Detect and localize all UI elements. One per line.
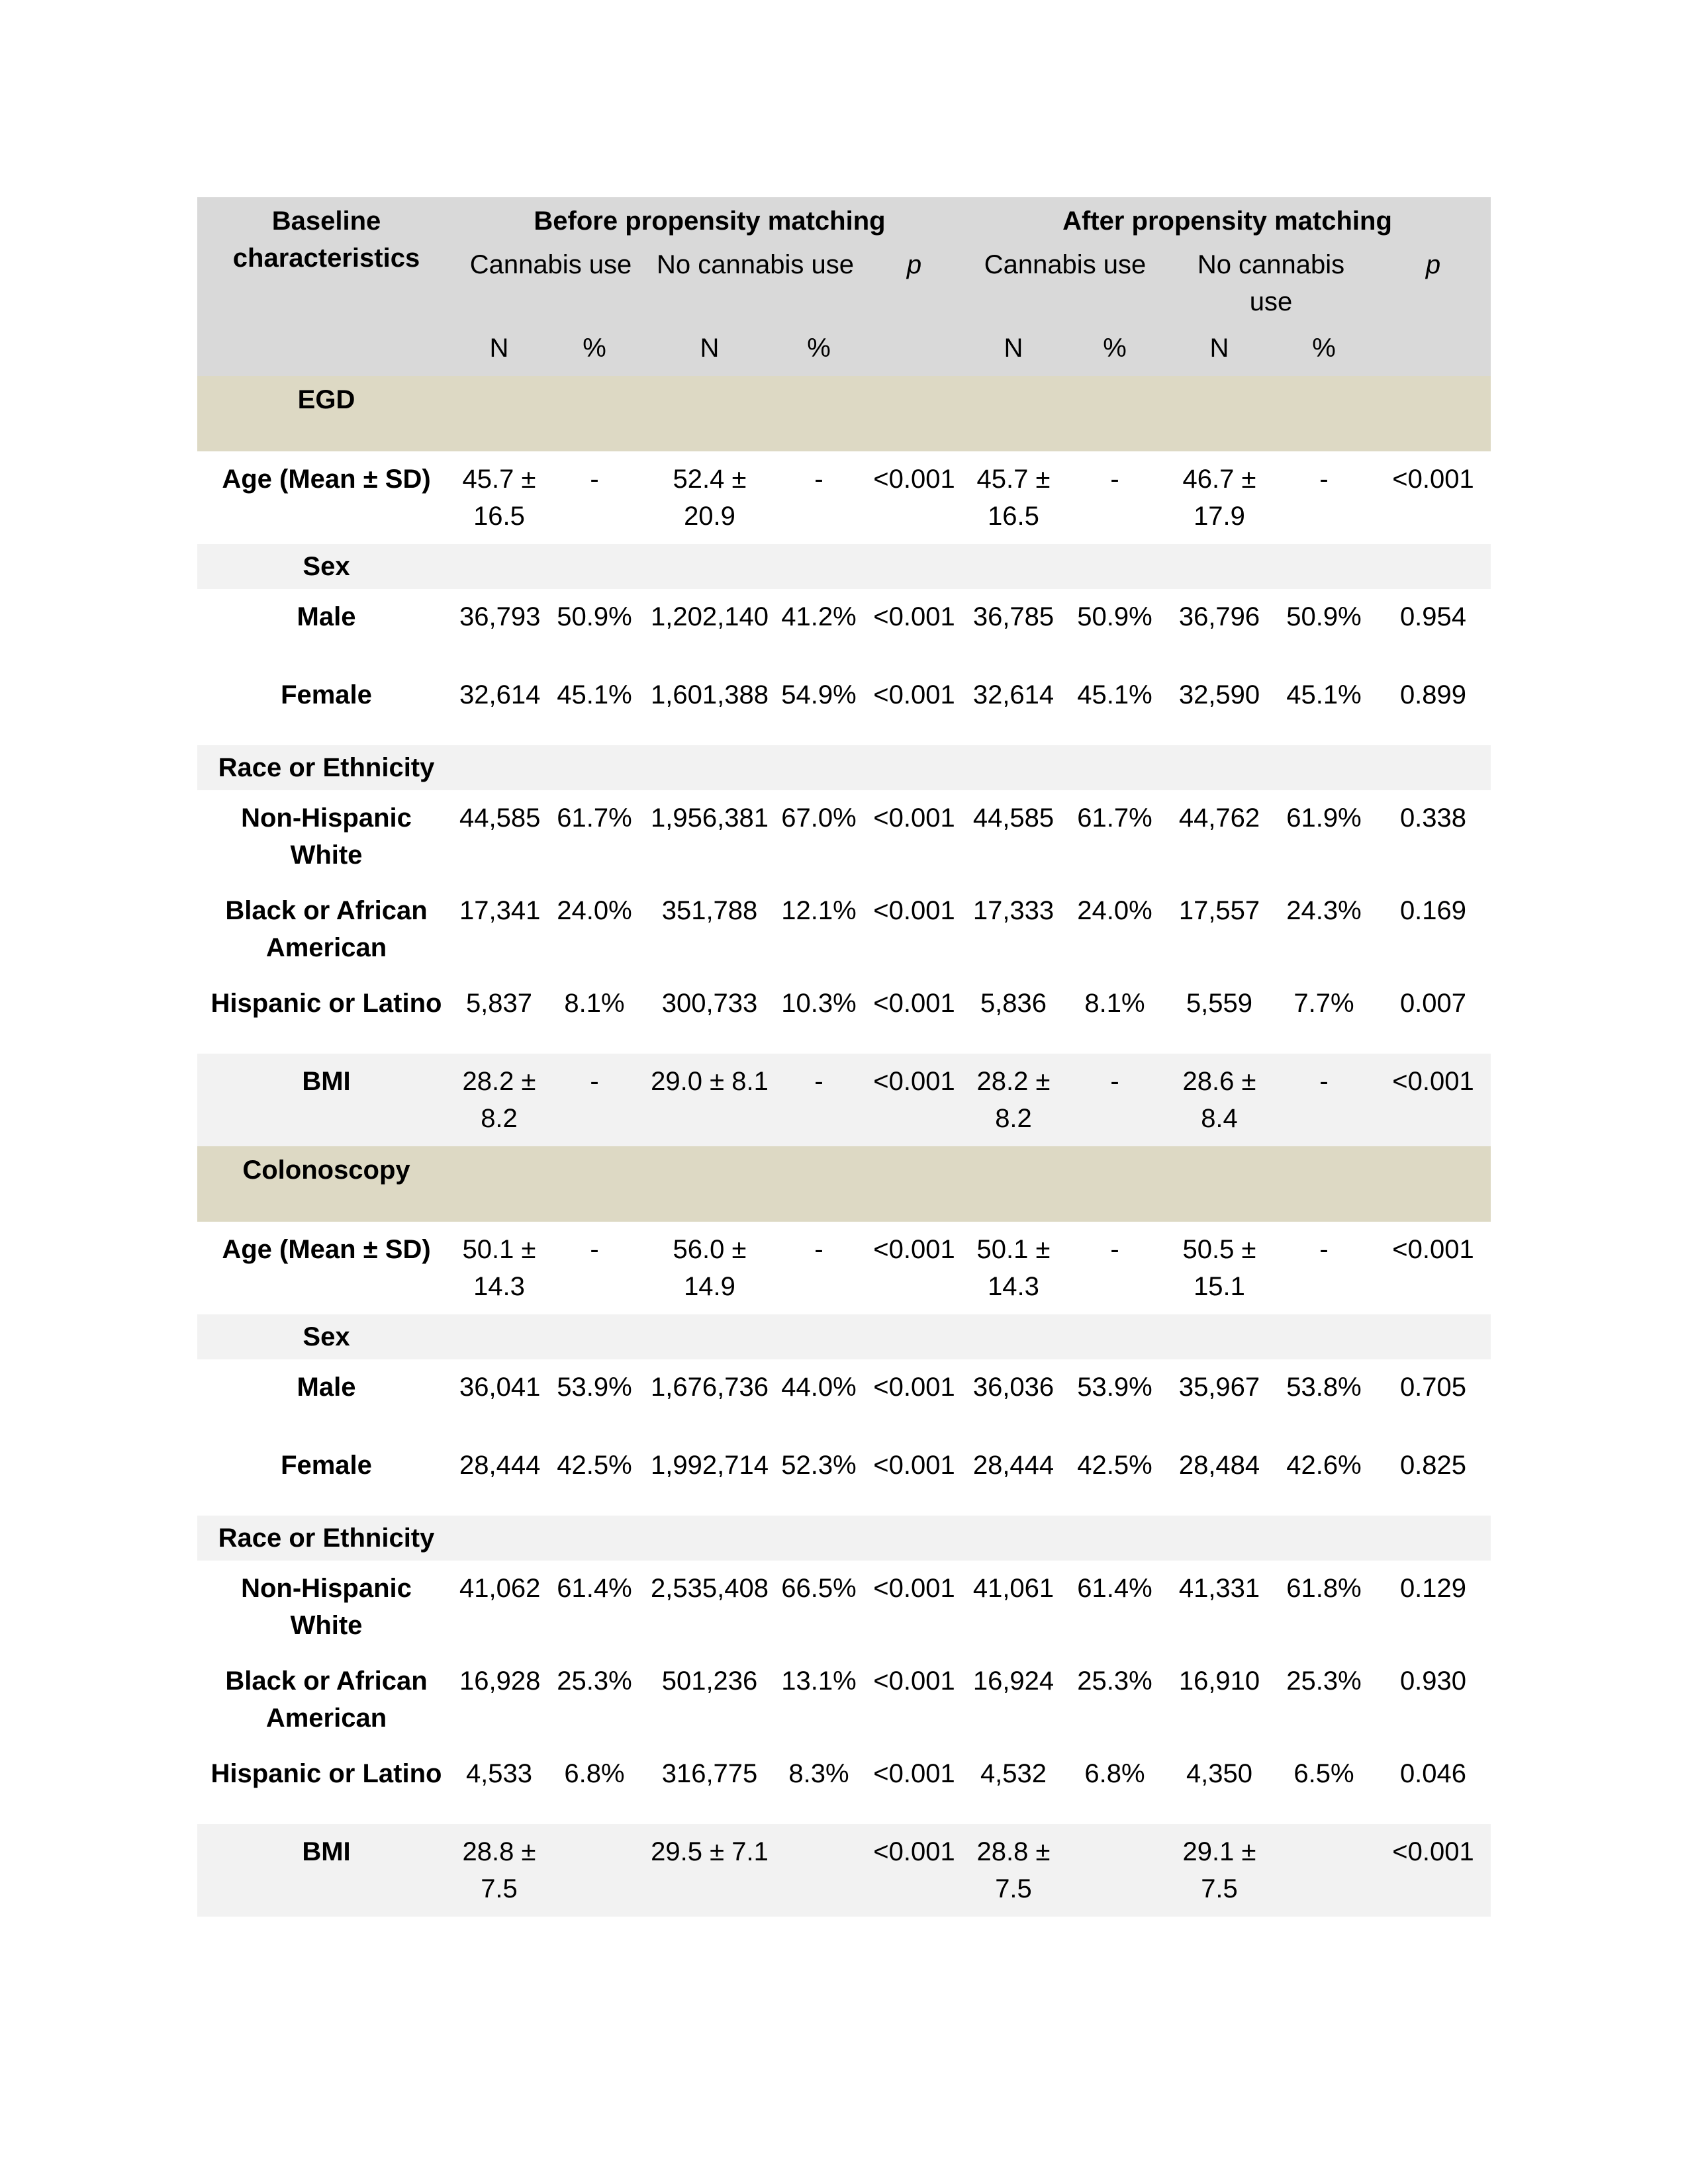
male-row: [197, 589, 1491, 667]
value-cell: 50.1 ± 14.3: [964, 1222, 1063, 1314]
value-cell: 16,910: [1166, 1653, 1272, 1746]
row-filler: [455, 745, 1491, 790]
value-cell: 36,036: [964, 1359, 1063, 1437]
value-cell: 0.129: [1376, 1561, 1491, 1653]
value-cell: 45.1%: [543, 667, 646, 745]
value-cell: 25.3%: [1063, 1653, 1166, 1746]
value-cell: 67.0%: [773, 790, 865, 883]
row-label: Sex: [197, 544, 455, 589]
non-hispanic-white-row: [197, 1561, 1491, 1653]
value-cell: 5,559: [1166, 976, 1272, 1054]
value-cell: 41,062: [455, 1561, 543, 1653]
value-cell: 6.8%: [543, 1746, 646, 1824]
value-cell: -: [773, 1222, 865, 1314]
value-cell: 29.0 ± 8.1: [646, 1054, 773, 1146]
value-cell: 46.7 ± 17.9: [1166, 451, 1272, 544]
value-cell: 1,601,388: [646, 667, 773, 745]
value-cell: 351,788: [646, 883, 773, 976]
value-cell: 17,341: [455, 883, 543, 976]
n-header: N: [1166, 326, 1272, 376]
value-cell: <0.001: [865, 883, 964, 976]
sex-subheader-row: [197, 544, 1491, 589]
hispanic-latino-row: [197, 1746, 1491, 1824]
value-cell: 41,061: [964, 1561, 1063, 1653]
value-cell: 300,733: [646, 976, 773, 1054]
value-cell: 12.1%: [773, 883, 865, 976]
row-label: Hispanic or Latino: [197, 976, 455, 1054]
value-cell: 29.5 ± 7.1: [646, 1824, 773, 1917]
row-label: Hispanic or Latino: [197, 1746, 455, 1824]
value-cell: 4,533: [455, 1746, 543, 1824]
value-cell: -: [1272, 1054, 1376, 1146]
value-cell: 2,535,408: [646, 1561, 773, 1653]
bmi-row: [197, 1824, 1491, 1917]
row-label: Black or African American: [197, 1653, 455, 1746]
row-label: Non-Hispanic White: [197, 790, 455, 883]
p-blank-header: [865, 326, 964, 376]
baseline-characteristics-table: [197, 197, 1491, 1917]
n-header: N: [455, 326, 543, 376]
before-cannabis-use-header: Cannabis use: [455, 240, 646, 326]
value-cell: 28,484: [1166, 1437, 1272, 1516]
value-cell: 0.930: [1376, 1653, 1491, 1746]
value-cell: 10.3%: [773, 976, 865, 1054]
value-cell: <0.001: [865, 1359, 964, 1437]
value-cell: <0.001: [865, 976, 964, 1054]
age-row: [197, 1222, 1491, 1314]
sex-subheader-row: [197, 1314, 1491, 1359]
value-cell: 0.007: [1376, 976, 1491, 1054]
black-african-american-row: [197, 883, 1491, 976]
value-cell: 24.0%: [543, 883, 646, 976]
after-p-header: p: [1376, 240, 1491, 326]
row-label: BMI: [197, 1054, 455, 1146]
female-row: [197, 1437, 1491, 1516]
pct-header: %: [543, 326, 646, 376]
before-matching-header: Before propensity matching: [455, 197, 964, 240]
value-cell: 8.3%: [773, 1746, 865, 1824]
value-cell: 32,590: [1166, 667, 1272, 745]
row-label: Race or Ethnicity: [197, 745, 455, 790]
value-cell: 24.3%: [1272, 883, 1376, 976]
value-cell: 45.7 ± 16.5: [455, 451, 543, 544]
value-cell: 52.4 ± 20.9: [646, 451, 773, 544]
female-row: [197, 667, 1491, 745]
row-label: Race or Ethnicity: [197, 1516, 455, 1561]
value-cell: 45.1%: [1063, 667, 1166, 745]
value-cell: 1,992,714: [646, 1437, 773, 1516]
row-label: Age (Mean ± SD): [197, 1222, 455, 1314]
row-filler: [455, 544, 1491, 589]
value-cell: 8.1%: [543, 976, 646, 1054]
value-cell: 54.9%: [773, 667, 865, 745]
race-subheader-row: [197, 745, 1491, 790]
value-cell: <0.001: [865, 451, 964, 544]
value-cell: 1,676,736: [646, 1359, 773, 1437]
value-cell: 41,331: [1166, 1561, 1272, 1653]
row-label: Male: [197, 1359, 455, 1437]
value-cell: -: [543, 1222, 646, 1314]
after-cannabis-use-header: Cannabis use: [964, 240, 1166, 326]
row-label: Female: [197, 667, 455, 745]
value-cell: 29.1 ± 7.5: [1166, 1824, 1272, 1917]
before-p-header: p: [865, 240, 964, 326]
value-cell: 1,202,140: [646, 589, 773, 667]
value-cell: 5,836: [964, 976, 1063, 1054]
row-label: Black or African American: [197, 883, 455, 976]
value-cell: 28.6 ± 8.4: [1166, 1054, 1272, 1146]
value-cell: 42.5%: [1063, 1437, 1166, 1516]
pct-header: %: [1272, 326, 1376, 376]
row-label: Non-Hispanic White: [197, 1561, 455, 1653]
value-cell: 5,837: [455, 976, 543, 1054]
value-cell: 44.0%: [773, 1359, 865, 1437]
value-cell: <0.001: [865, 790, 964, 883]
value-cell: 28.8 ± 7.5: [455, 1824, 543, 1917]
pct-header: %: [1063, 326, 1166, 376]
value-cell: 50.9%: [543, 589, 646, 667]
value-cell: -: [1063, 1054, 1166, 1146]
value-cell: [1272, 1824, 1376, 1917]
value-cell: <0.001: [865, 1561, 964, 1653]
value-cell: 28,444: [455, 1437, 543, 1516]
bmi-row: [197, 1054, 1491, 1146]
p-blank-header: [1376, 326, 1491, 376]
n-header: N: [646, 326, 773, 376]
baseline-characteristics-header: Baseline characteristics: [197, 197, 455, 376]
non-hispanic-white-row: [197, 790, 1491, 883]
value-cell: 0.705: [1376, 1359, 1491, 1437]
value-cell: 56.0 ± 14.9: [646, 1222, 773, 1314]
value-cell: 53.9%: [1063, 1359, 1166, 1437]
value-cell: <0.001: [865, 667, 964, 745]
row-filler: [455, 1314, 1491, 1359]
value-cell: 35,967: [1166, 1359, 1272, 1437]
value-cell: <0.001: [1376, 1054, 1491, 1146]
value-cell: 61.8%: [1272, 1561, 1376, 1653]
value-cell: -: [543, 451, 646, 544]
value-cell: 0.899: [1376, 667, 1491, 745]
value-cell: 53.9%: [543, 1359, 646, 1437]
value-cell: 50.5 ± 15.1: [1166, 1222, 1272, 1314]
value-cell: [543, 1824, 646, 1917]
race-subheader-row: [197, 1516, 1491, 1561]
row-filler: [455, 1516, 1491, 1561]
male-row: [197, 1359, 1491, 1437]
value-cell: <0.001: [865, 1222, 964, 1314]
section-title: EGD: [197, 376, 455, 451]
hispanic-latino-row: [197, 976, 1491, 1054]
section-filler: [455, 1146, 1491, 1222]
value-cell: 0.338: [1376, 790, 1491, 883]
value-cell: <0.001: [865, 1054, 964, 1146]
before-no-cannabis-use-header: No cannabis use: [646, 240, 865, 326]
section-title: Colonoscopy: [197, 1146, 455, 1222]
value-cell: -: [1272, 1222, 1376, 1314]
row-label: Female: [197, 1437, 455, 1516]
value-cell: <0.001: [1376, 451, 1491, 544]
value-cell: 8.1%: [1063, 976, 1166, 1054]
value-cell: 24.0%: [1063, 883, 1166, 976]
value-cell: 4,350: [1166, 1746, 1272, 1824]
value-cell: 61.4%: [543, 1561, 646, 1653]
value-cell: 42.5%: [543, 1437, 646, 1516]
value-cell: 44,585: [455, 790, 543, 883]
value-cell: <0.001: [865, 1653, 964, 1746]
value-cell: 0.046: [1376, 1746, 1491, 1824]
value-cell: <0.001: [1376, 1222, 1491, 1314]
section-filler: [455, 376, 1491, 451]
value-cell: 36,041: [455, 1359, 543, 1437]
value-cell: <0.001: [865, 1437, 964, 1516]
after-no-cannabis-use-header: No cannabis use: [1166, 240, 1376, 326]
after-matching-header: After propensity matching: [964, 197, 1491, 240]
value-cell: 42.6%: [1272, 1437, 1376, 1516]
value-cell: 16,924: [964, 1653, 1063, 1746]
value-cell: 0.954: [1376, 589, 1491, 667]
value-cell: <0.001: [865, 589, 964, 667]
value-cell: 32,614: [964, 667, 1063, 745]
value-cell: 7.7%: [1272, 976, 1376, 1054]
row-label: Age (Mean ± SD): [197, 451, 455, 544]
value-cell: <0.001: [865, 1746, 964, 1824]
value-cell: 316,775: [646, 1746, 773, 1824]
value-cell: 17,557: [1166, 883, 1272, 976]
value-cell: 36,785: [964, 589, 1063, 667]
black-african-american-row: [197, 1653, 1491, 1746]
value-cell: 16,928: [455, 1653, 543, 1746]
value-cell: 32,614: [455, 667, 543, 745]
value-cell: 6.8%: [1063, 1746, 1166, 1824]
value-cell: 44,585: [964, 790, 1063, 883]
value-cell: 50.9%: [1272, 589, 1376, 667]
value-cell: 28.8 ± 7.5: [964, 1824, 1063, 1917]
value-cell: <0.001: [865, 1824, 964, 1917]
value-cell: 45.1%: [1272, 667, 1376, 745]
value-cell: -: [1063, 1222, 1166, 1314]
value-cell: 61.7%: [1063, 790, 1166, 883]
value-cell: -: [543, 1054, 646, 1146]
value-cell: 41.2%: [773, 589, 865, 667]
value-cell: 501,236: [646, 1653, 773, 1746]
value-cell: 6.5%: [1272, 1746, 1376, 1824]
value-cell: 13.1%: [773, 1653, 865, 1746]
n-header: N: [964, 326, 1063, 376]
row-label: Sex: [197, 1314, 455, 1359]
value-cell: -: [773, 451, 865, 544]
value-cell: 36,796: [1166, 589, 1272, 667]
section-header-row: [197, 376, 1491, 451]
section-header-row: [197, 1146, 1491, 1222]
value-cell: 44,762: [1166, 790, 1272, 883]
value-cell: 61.7%: [543, 790, 646, 883]
value-cell: 4,532: [964, 1746, 1063, 1824]
value-cell: 36,793: [455, 589, 543, 667]
value-cell: 28,444: [964, 1437, 1063, 1516]
value-cell: 52.3%: [773, 1437, 865, 1516]
value-cell: [773, 1824, 865, 1917]
value-cell: 61.9%: [1272, 790, 1376, 883]
row-label: BMI: [197, 1824, 455, 1917]
value-cell: -: [1063, 451, 1166, 544]
value-cell: <0.001: [1376, 1824, 1491, 1917]
value-cell: 66.5%: [773, 1561, 865, 1653]
value-cell: 1,956,381: [646, 790, 773, 883]
value-cell: 17,333: [964, 883, 1063, 976]
value-cell: 0.825: [1376, 1437, 1491, 1516]
value-cell: 45.7 ± 16.5: [964, 451, 1063, 544]
value-cell: 25.3%: [543, 1653, 646, 1746]
value-cell: 50.1 ± 14.3: [455, 1222, 543, 1314]
value-cell: 50.9%: [1063, 589, 1166, 667]
value-cell: -: [1272, 451, 1376, 544]
value-cell: 61.4%: [1063, 1561, 1166, 1653]
value-cell: 53.8%: [1272, 1359, 1376, 1437]
header-row-groups: [197, 197, 1491, 240]
value-cell: 28.2 ± 8.2: [455, 1054, 543, 1146]
value-cell: 28.2 ± 8.2: [964, 1054, 1063, 1146]
row-label: Male: [197, 589, 455, 667]
value-cell: 0.169: [1376, 883, 1491, 976]
pct-header: %: [773, 326, 865, 376]
value-cell: [1063, 1824, 1166, 1917]
value-cell: 25.3%: [1272, 1653, 1376, 1746]
age-row: [197, 451, 1491, 544]
value-cell: -: [773, 1054, 865, 1146]
